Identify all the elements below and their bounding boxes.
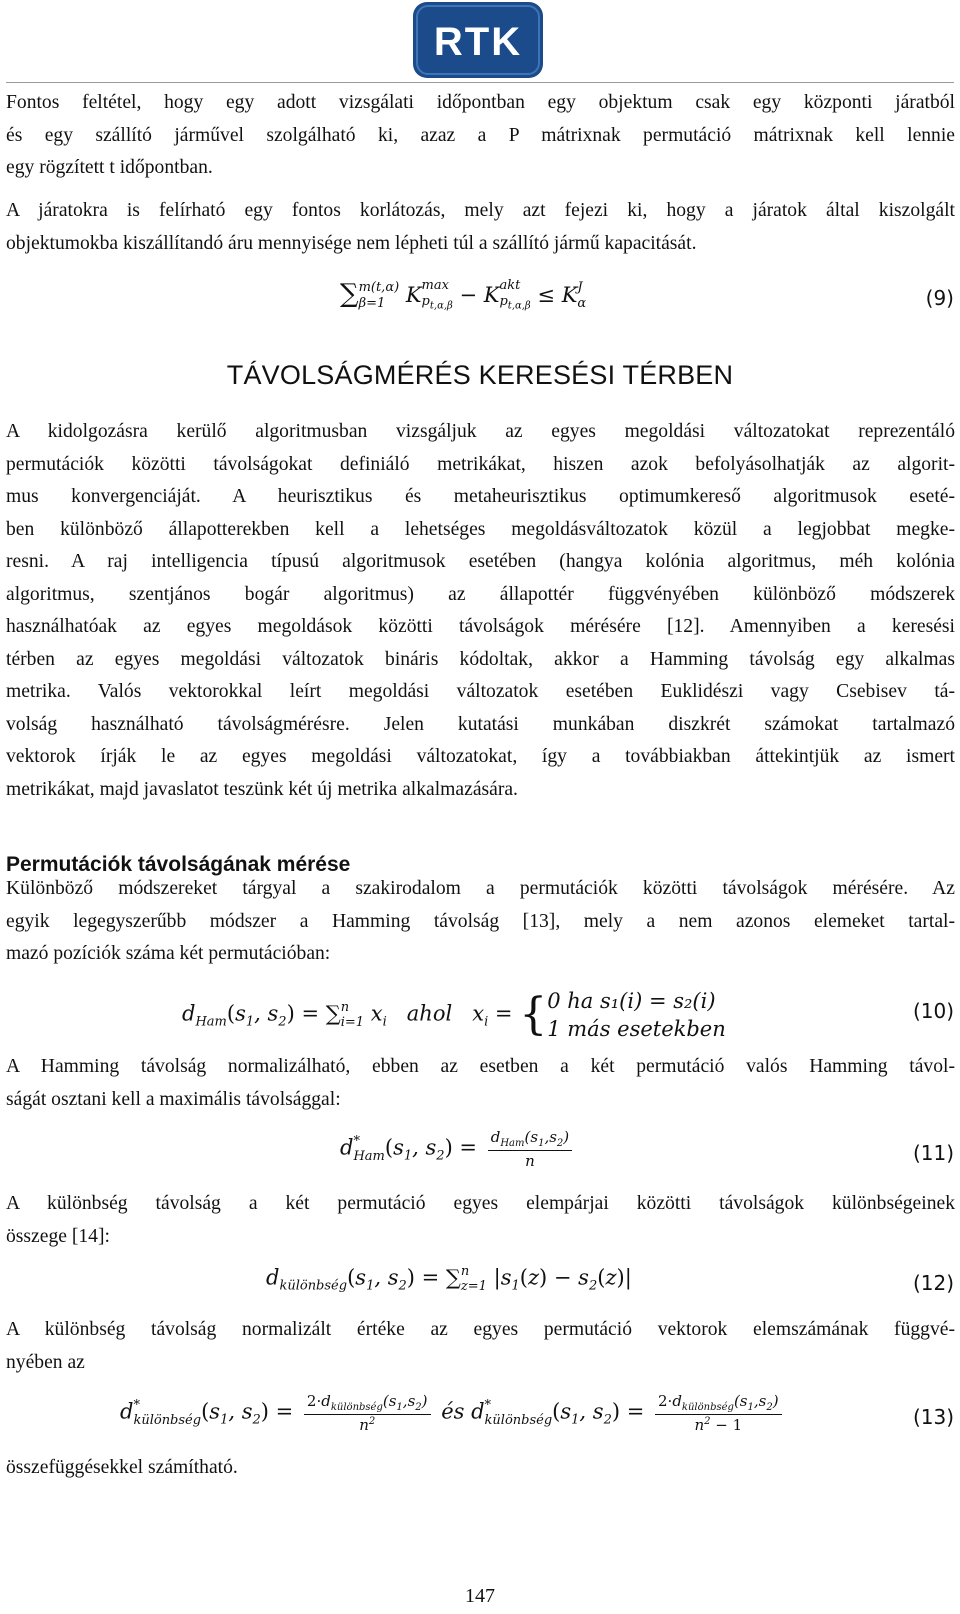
text-line: Különböző módszereket tárgyal a szakirodalom a permutációk közötti távolságok mérésére. Az <box>6 878 955 899</box>
paragraph-4 <box>6 873 955 971</box>
text-line: metrika. Valós vektorokkal leírt megoldási változatok esetében Euklidészi vagy Csebisev tá- <box>6 681 955 702</box>
text-line: és egy szállító járművel szolgálható ki, azaz a P mátrixnak permutáció mátrixnak kell lennie <box>6 124 955 146</box>
text-line: resni. A raj intelligencia típusú algoritmusok esetében (hangya kolónia algoritmus, méh kolónia <box>6 551 955 572</box>
paragraph-8 <box>6 1452 955 1485</box>
text-line: metrikákat, majd javaslatot teszünk két új metrika alkalmazására. <box>6 778 518 800</box>
text-line: A kidolgozásra kerülő algoritmusban vizsgáljuk az egyes megoldási változatokat reprezentáló <box>6 421 955 442</box>
text-line: ben különböző állapotterekben kell a lehetséges megoldásváltozatok közül a legjobbat megke- <box>6 518 955 540</box>
equation-10: $d_{Ham}(s_1$, $s_2$) = ∑ n i=1 $x_i$ ahol $x_i$ = { 0 ha s₁(i) = s₂(i) 1 más esetekben <box>182 989 726 1041</box>
equation-13: d * különbség ($s_1$, $s_2$) = $\frac{2\cdot d_{különbség}(s_1,s_2)}{n^2}$ és d * különbség ($s_1$, $s_2$) = $\frac{2\cdot d_{különbség}(s_1,s_2)}{n^2 - 1}$ <box>120 1392 786 1434</box>
text-line: mazó pozíciók száma két permutációban: <box>6 943 331 964</box>
equation-11: d * Ham ($s_1$, $s_2$) = $\frac{d_{Ham}(s_1,s_2)}{n}$ <box>340 1128 576 1170</box>
text-line: egy rögzített t időpontban. <box>6 157 213 178</box>
logo-text: RTK <box>433 20 523 64</box>
case-line: 0 ha s₁(i) = s₂(i) <box>547 989 716 1013</box>
subsection-heading: Permutációk távolságának mérése <box>6 853 351 876</box>
page-number: 147 <box>465 1585 495 1607</box>
text-line: A különbség távolság normalizált értéke az egyes permutáció vektorok elemszámának függvé- <box>6 1319 955 1340</box>
ahol-word: ahol <box>406 1001 453 1026</box>
text-line: volság használható távolságmérésre. Jelen kutatási munkában diszkrét számokat tartalmazó <box>6 713 955 735</box>
case-line: 1 más esetekben <box>547 1017 726 1041</box>
paragraph-5 <box>6 1051 955 1116</box>
text-line: objektumokba kiszállítandó áru mennyisége nem lépheti túl a szállító jármű kapacitását. <box>6 232 697 254</box>
text-line: térben az egyes megoldási változatok bináris kódoltak, akkor a Hamming távolság egy alkalmas <box>6 648 955 670</box>
equation-number: (11) <box>912 1141 954 1165</box>
text-line: ságát osztani kell a maximális távolsággal: <box>6 1088 341 1110</box>
text-line: összefüggésekkel számítható. <box>6 1457 238 1478</box>
text-line: Fontos feltétel, hogy egy adott vizsgálati időpontban egy objektum csak egy központi járatból <box>6 92 955 113</box>
text-line: A különbség távolság a két permutáció egyes elempárjai közötti távolságok különbségeinek <box>6 1193 955 1214</box>
paragraph-2 <box>6 195 955 260</box>
paragraph-3 <box>6 416 955 806</box>
text-line: összege [14]: <box>6 1225 110 1247</box>
equation-9: ∑ m(t,α) β=1 K max $p_{t,\alpha,\beta}$ − K akt $p_{t,\alpha,\beta}$ ≤ K J α <box>340 278 587 312</box>
paragraph-1 <box>6 87 955 185</box>
equation-number: (13) <box>912 1405 954 1429</box>
paragraph-7 <box>6 1314 955 1379</box>
text-line: használhatóak az egyes megoldások közötti távolságok mérésére [12]. Amennyiben a keresési <box>6 616 955 637</box>
text-line: nyében az <box>6 1351 85 1373</box>
text-line: permutációk közötti távolságokat definiáló metrikákat, hiszen azok befolyásolhatják az algorit- <box>6 453 955 475</box>
text-line: vektorok írják le az egyes megoldási változatokat, így a továbbiakban áttekintjük az ismert <box>6 746 955 767</box>
equation-12: $d_{különbség}(s_1$, $s_2$) = ∑ n z=1 $|s_1(z) - s_2(z)|$ <box>266 1264 632 1294</box>
equation-number: (12) <box>912 1271 954 1295</box>
section-heading: TÁVOLSÁGMÉRÉS KERESÉSI TÉRBEN <box>226 360 734 390</box>
header-rule <box>6 82 954 83</box>
text-line: algoritmus, szentjános bogár algoritmus) az állapottér függvényében különböző módszerek <box>6 583 955 605</box>
es-word: és <box>441 1399 465 1424</box>
rtk-logo <box>413 2 543 78</box>
text-line: mus konvergenciáját. A heurisztikus és metaheurisztikus optimumkereső algoritmusok eseté- <box>6 486 955 507</box>
text-line: egyik legegyszerűbb módszer a Hamming távolság [13], mely a nem azonos elemeket tartal- <box>6 910 955 932</box>
text-line: A Hamming távolság normalizálható, ebben az esetben a két permutáció valós Hamming távol- <box>6 1056 955 1077</box>
equation-number: (9) <box>925 286 954 310</box>
text-line: A járatokra is felírható egy fontos korlátozás, mely azt fejezi ki, hogy a járatok által kiszolgált <box>6 200 955 221</box>
paragraph-6 <box>6 1188 955 1253</box>
equation-number: (10) <box>912 999 954 1023</box>
